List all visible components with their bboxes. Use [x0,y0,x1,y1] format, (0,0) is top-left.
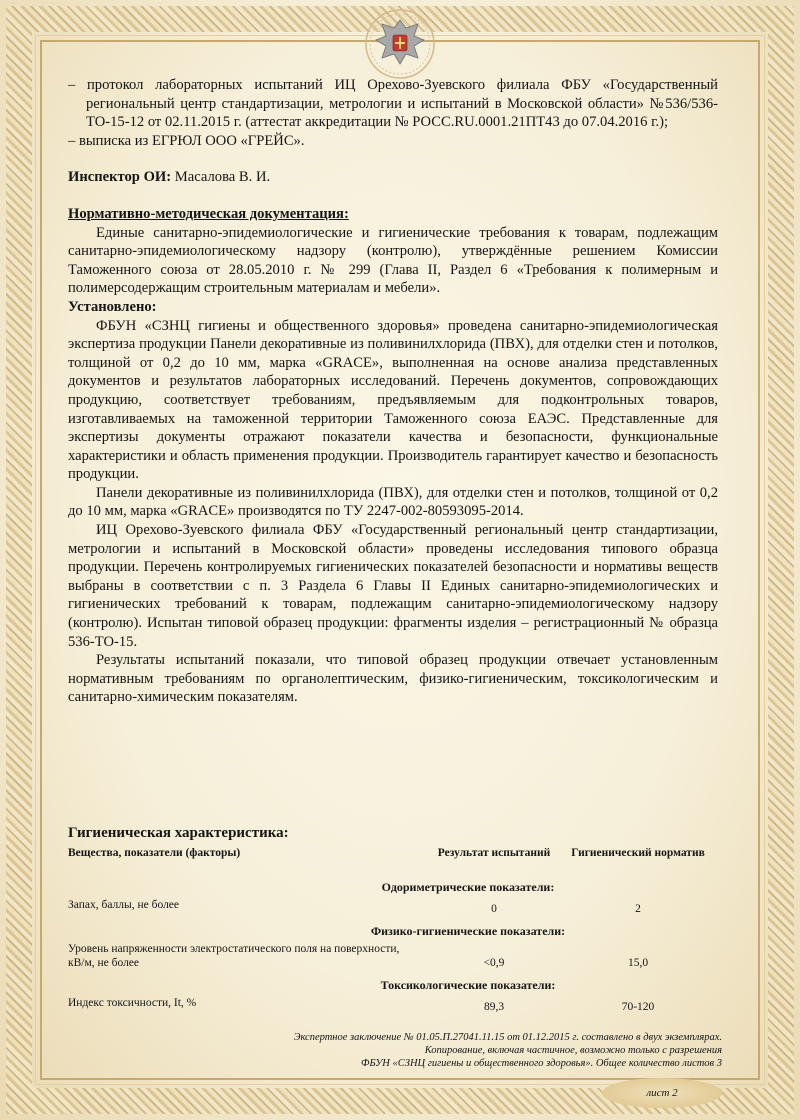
column-header-norm: Гигиенический норматив [571,847,705,859]
normative-text: Единые санитарно-эпидемиологические и гигиенические требования к товарам, подлежащим санитарно-эпидемиологическому надзору (контролю), утверждённые решением Комиссии Таможенного союза от 28.05.2010 г. № 299 (Глава II, Раздел 6 «Требования к полимерным и полимерсодержащим строительным материалам и мебели». [68,224,718,297]
row-norm: 15,0 [627,957,649,969]
paragraph-production: Панели декоративные из поливинилхлорида (ПВХ), для отделки стен и потолков, толщиной от 0,2 до 10 мм, марка «GRACE» производятся по ТУ 2247-002-80593095-2014. [68,484,718,520]
paragraph-expertise: ФБУН «СЗНЦ гигиены и общественного здоровья» проведена санитарно-эпидемиологическая экспертиза продукции Панели декоративные из поливинилхлорида (ПВХ), для отделки стен и потолков, толщиной от 0,2 до 10 мм, марка «GRACE», выполненная на основе анализа представленных документов и результатов лабораторных исследований. Перечень документов, сопровождающих продукцию, соответствует требованиям, предъявляемым для подконтрольных товаров, изготавливаемых на таможенной территории Таможенного союза ЕАЭС. Представленные для экспертизы документы отражают показатели качества и безопасности, функциональные характеристики и область применения продукции. Производитель гарантирует качество и безопасность продукции. [68,317,718,483]
section-title: Одориметрические показатели: [381,880,555,894]
row-norm: 2 [635,903,641,915]
row-name: Уровень напряженности электростатического поля на поверхности, кВ/м, не более [68,943,400,969]
paragraph-results: Результаты испытаний показали, что типовой образец продукции отвечает установленным нормативным требованиям по органолептическим, физико-гигиеническим, токсикологическим и санитарно-химическим показателям. [68,652,718,706]
footer-line-1: Экспертное заключение № 01.05.П.27041.11.15 от 01.12.2015 г. составлено в двух экземплярах. [293,1032,722,1043]
document-footer [150,1031,722,1070]
footer-line-3: ФБУН «СЗНЦ гигиены и общественного здоровья». Общее количество листов 3 [361,1058,722,1069]
section-title: Физико-гигиенические показатели: [370,924,566,938]
row-name: Индекс токсичности, It, % [68,997,197,1009]
table-row [68,942,708,970]
footer-line-2: Копирование, включая частичное, возможно только с разрешения [424,1045,722,1056]
coat-of-arms-emblem [362,6,438,82]
table-heading: Гигиеническая характеристика: [68,825,289,841]
bullet-lab-protocol: – протокол лабораторных испытаний ИЦ Орехово-Зуевского филиала ФБУ «Государственный региональный центр стандартизации, метрологии и испытаний в Московской области» №536/536-ТО-15-12 от 02.11.2015 г. (аттестат аккредитации № РОСС.RU.0001.21ПТ43 до 07.04.2016 г.); [68,77,718,131]
column-header-substances: Вещества, показатели (факторы) [68,847,241,859]
row-result: 0 [491,903,497,915]
row-result: <0,9 [483,957,505,969]
row-result: 89,3 [483,1001,505,1013]
document-body [68,76,718,707]
normative-heading: Нормативно-методическая документация: [68,205,349,222]
table-row [68,898,708,916]
sheet-number: лист 2 [602,1078,722,1108]
column-header-result: Результат испытаний [437,847,551,859]
inspector-line [68,168,718,187]
section-title: Токсикологические показатели: [380,978,556,992]
inspector-label: Инспектор ОИ: [68,169,172,186]
bullet-egrul-extract: – выписка из ЕГРЮЛ ООО «ГРЕЙС». [68,132,305,149]
table-row [68,996,708,1014]
hygienic-characteristics-table [68,826,708,1022]
inspector-name: Масалова В. И. [174,169,271,186]
row-norm: 70-120 [621,1001,655,1013]
paragraph-testing: ИЦ Орехово-Зуевского филиала ФБУ «Государственный региональный центр стандартизации, метрологии и испытаний в Московской области» проведены исследования типового образца продукции. Перечень контролируемых гигиенических показателей безопасности и нормативы веществ выбраны в соответствии с п. 3 Раздела 6 Главы II Единых санитарно-эпидемиологических и гигиенических требований к товарам, подлежащим санитарно-эпидемиологическому надзору (контролю). Испытан типовой образец продукции: фрагменты изделия – регистрационный № образца 536-ТО-15. [68,522,718,650]
established-heading: Установлено: [68,298,157,315]
row-name: Запах, баллы, не более [68,899,180,911]
table-header [68,846,708,880]
